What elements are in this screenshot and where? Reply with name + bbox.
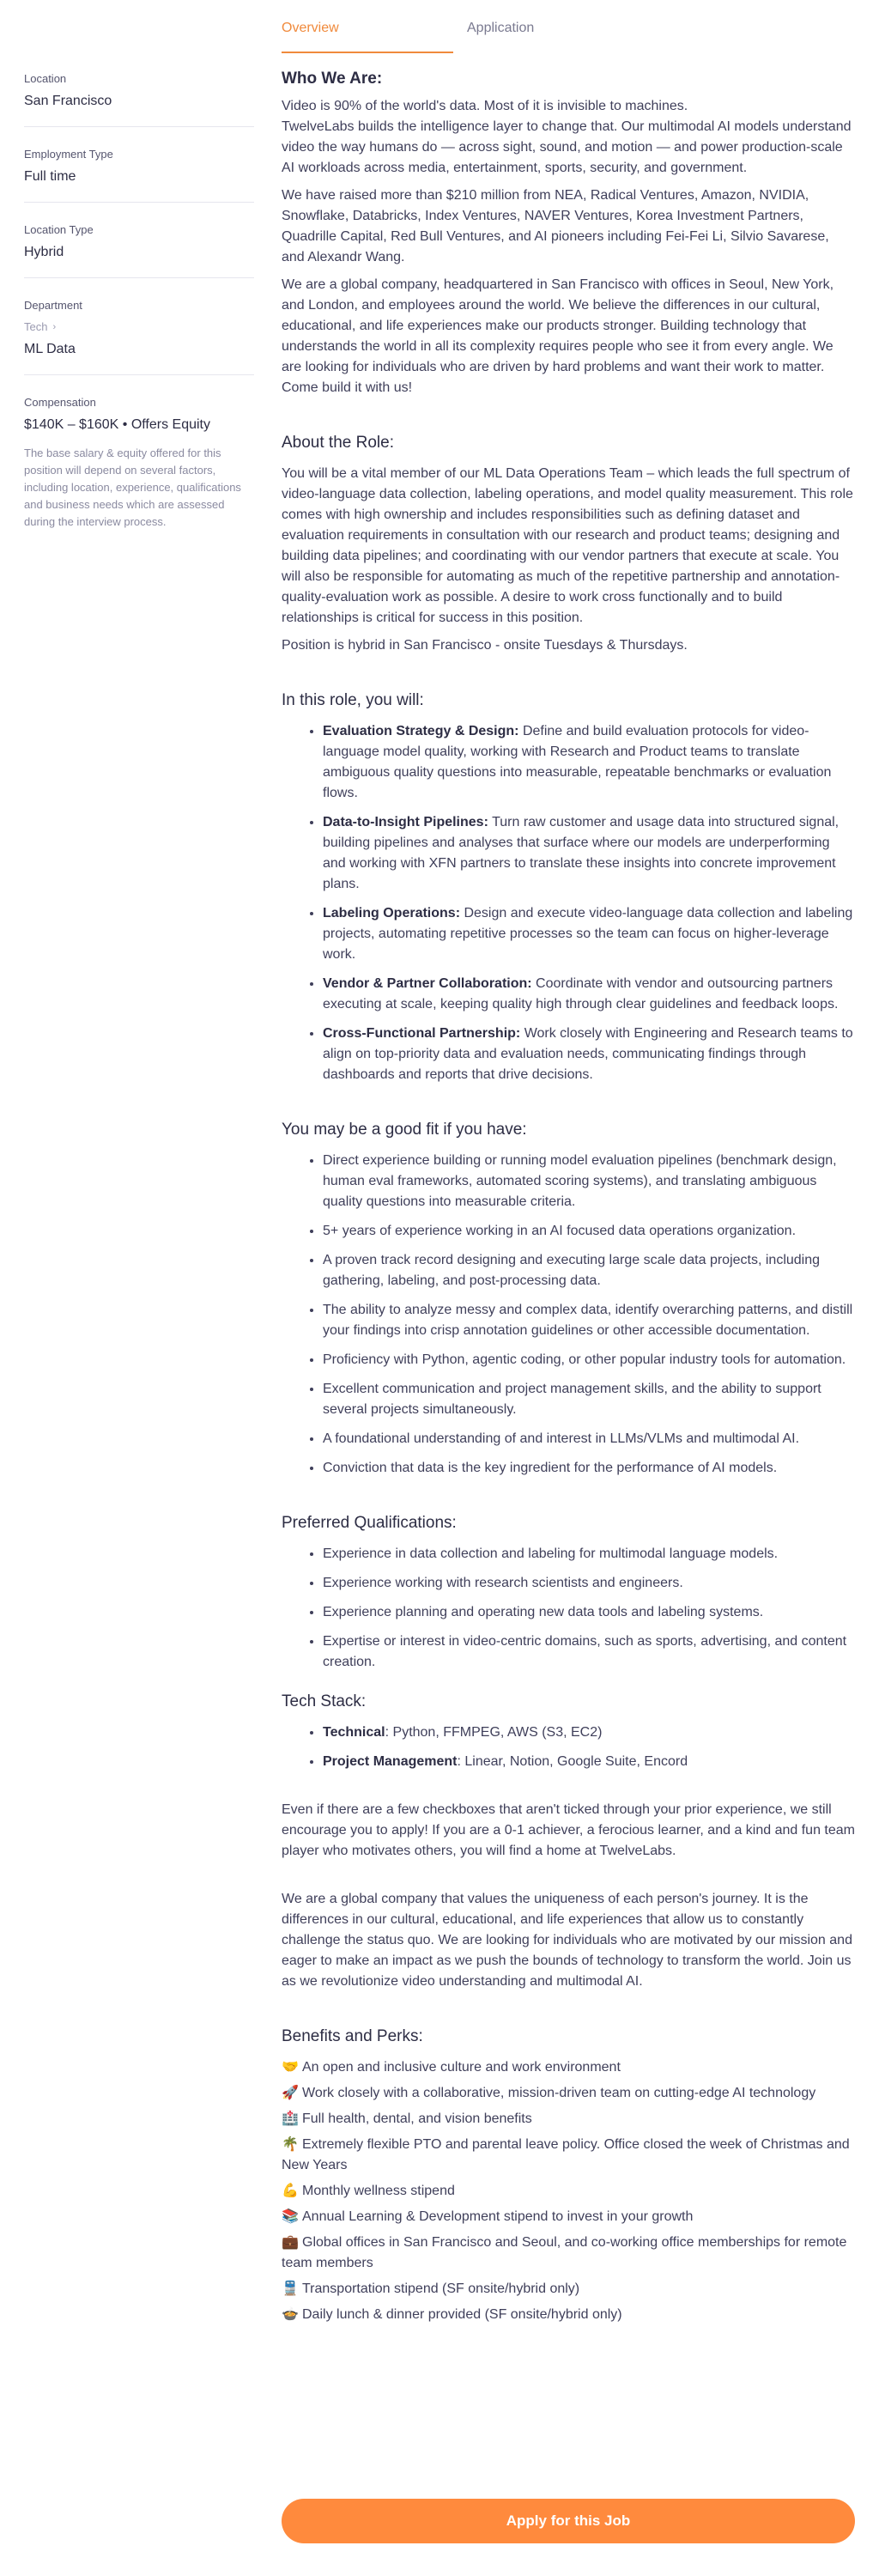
employment-type-section xyxy=(24,127,254,203)
list-item: • Project Management: Linear, Notion, Google Suite, Encord xyxy=(323,1752,855,1772)
compensation-note: The base salary & equity offered for this position will depend on several factors, including location, experience, qualifications and business needs which are assessed during the interview process. xyxy=(24,447,241,528)
compensation-value: $140K – $160K • Offers Equity xyxy=(24,417,210,432)
list-item: • Experience working with research scientists and engineers. xyxy=(323,1573,855,1594)
food-bowl-icon: 🍲 xyxy=(282,2307,299,2322)
compensation-section xyxy=(24,375,254,548)
palm-tree-icon: 🌴 xyxy=(282,2137,299,2152)
list-item: • Data-to-Insight Pipelines: Turn raw customer and usage data into structured signal, building pipelines and analyses that surface where our models are underperforming and working with XFN partners to translate these insights into concrete improvement plans. xyxy=(323,812,855,895)
list-item: • Excellent communication and project management skills, and the ability to support several projects simultaneously. xyxy=(323,1379,855,1420)
list-item: • The ability to analyze messy and complex data, identify overarching patterns, and distill your findings into crisp annotation guidelines or other accessible documentation. xyxy=(323,1300,855,1341)
tech-stack-list xyxy=(282,1722,855,1772)
list-item: • Cross-Functional Partnership: Work closely with Engineering and Research teams to align on top-priority data and evaluation needs, communicating findings through dashboards and reports that drive decisions. xyxy=(323,1024,855,1085)
department-label: Department xyxy=(24,299,82,312)
rocket-icon: 🚀 xyxy=(282,2086,299,2100)
department-section xyxy=(24,278,254,375)
list-item: 🚆 Transportation stipend (SF onsite/hybrid only) xyxy=(282,2279,855,2300)
in-this-role-heading: In this role, you will: xyxy=(282,691,424,709)
who-we-are-heading: Who We Are: xyxy=(282,70,383,88)
tab-bar xyxy=(282,17,855,53)
role-paragraph-1: You will be a vital member of our ML Data Operations Team – which leads the full spectrum of video-language data collection, labeling operations, and model quality measurement. This role comes with high ownership and includes responsibilities such as defining dataset and evaluation requirements in consultation with our research and product teams; designing and building data pipelines; and coordinating with our vendor partners that execute at scale. You will also be responsible for automating as much of the repetitive partnership and annotation-quality-evaluation work as possible. A desire to work cross functionally and to build relationships is critical for success in this position. xyxy=(282,466,853,625)
briefcase-icon: 💼 xyxy=(282,2235,299,2250)
list-item: • Experience in data collection and labeling for multimodal language models. xyxy=(323,1544,855,1564)
list-item: • Conviction that data is the key ingredient for the performance of AI models. xyxy=(323,1458,855,1479)
job-details-sidebar xyxy=(24,48,254,548)
list-item: 🤝 An open and inclusive culture and work environment xyxy=(282,2057,855,2078)
preferred-list xyxy=(282,1544,855,1673)
who-paragraph-1b: TwelveLabs builds the intelligence layer to change that. Our multimodal AI models understand video the way humans do — across sight, sound, and motion — and power production-scale AI workloads across media, entertainment, sports, security, and government. xyxy=(282,119,852,175)
list-item: • Technical: Python, FFMPEG, AWS (S3, EC2) xyxy=(323,1722,855,1743)
list-item: 💪 Monthly wellness stipend xyxy=(282,2181,855,2202)
who-paragraph-2: We have raised more than $210 million from NEA, Radical Ventures, Amazon, NVIDIA, Snowflake, Databricks, Index Ventures, NAVER Ventures, Korea Investment Partners, Quadrille Capital, Red Bull Ventures, and AI pioneers including Fei-Fei Li, Silvio Savarese, and Alexandr Wang. xyxy=(282,188,829,264)
location-type-value: Hybrid xyxy=(24,245,64,259)
list-item: • A proven track record designing and executing large scale data projects, including gathering, labeling, and post-processing data. xyxy=(323,1250,855,1291)
who-paragraph-1: Video is 90% of the world's data. Most of it is invisible to machines. xyxy=(282,99,688,113)
hospital-icon: 🏥 xyxy=(282,2111,299,2126)
tech-stack-heading: Tech Stack: xyxy=(282,1692,367,1710)
good-fit-heading: You may be a good fit if you have: xyxy=(282,1121,527,1139)
flexed-arm-icon: 💪 xyxy=(282,2184,299,2198)
department-parent: Tech xyxy=(24,320,48,333)
books-icon: 📚 xyxy=(282,2209,299,2224)
location-value: San Francisco xyxy=(24,94,112,108)
who-paragraph-3: We are a global company, headquartered in San Francisco with offices in Seoul, New York, and London, and employees around the world. We believe the differences in our cultural, educational, and life experiences make our products stronger. Building technology that understands the world in all its complexity requires people who see it from every angle. We are looking for individuals who are driven by hard problems and want their work to matter. Come build it with us! xyxy=(282,277,834,395)
employment-type-value: Full time xyxy=(24,169,76,184)
list-item: 🍲 Daily lunch & dinner provided (SF onsite/hybrid only) xyxy=(282,2305,855,2325)
preferred-qualifications-heading: Preferred Qualifications: xyxy=(282,1514,457,1532)
tab-overview[interactable]: Overview xyxy=(282,17,453,53)
list-item: 🚀 Work closely with a collaborative, mission-driven team on cutting-edge AI technology xyxy=(282,2083,855,2104)
closing-paragraph-2: We are a global company that values the uniqueness of each person's journey. It is the differences in our cultural, educational, and life experiences that allow us to constantly challenge the status quo. We are looking for individuals who are motivated by our mission and eager to make an impact as we push the bounds of technology to transform the world. Join us as we revolutionize video understanding and multimodal AI. xyxy=(282,1892,852,1989)
location-label: Location xyxy=(24,72,67,85)
list-item: 🏥 Full health, dental, and vision benefits xyxy=(282,2109,855,2129)
list-item: • Proficiency with Python, agentic coding, or other popular industry tools for automation. xyxy=(323,1350,855,1370)
role-paragraph-2: Position is hybrid in San Francisco - onsite Tuesdays & Thursdays. xyxy=(282,638,688,653)
list-item: • Direct experience building or running model evaluation pipelines (benchmark design, human eval frameworks, automated scoring systems), and translating ambiguous quality questions into measurable criteria. xyxy=(323,1151,855,1212)
compensation-label: Compensation xyxy=(24,396,96,409)
benefits-heading: Benefits and Perks: xyxy=(282,2027,423,2045)
list-item: • Experience planning and operating new data tools and labeling systems. xyxy=(323,1602,855,1623)
department-value: ML Data xyxy=(24,342,76,356)
location-section xyxy=(24,48,254,127)
employment-type-label: Employment Type xyxy=(24,148,113,161)
list-item: • A foundational understanding of and interest in LLMs/VLMs and multimodal AI. xyxy=(323,1429,855,1449)
tab-application[interactable]: Application xyxy=(467,21,535,35)
about-role-heading: About the Role: xyxy=(282,434,394,452)
list-item: 🌴 Extremely flexible PTO and parental leave policy. Office closed the week of Christmas and New Years xyxy=(282,2135,855,2176)
handshake-icon: 🤝 xyxy=(282,2060,299,2075)
train-icon: 🚆 xyxy=(282,2281,299,2296)
list-item: • Vendor & Partner Collaboration: Coordinate with vendor and outsourcing partners executing at scale, keeping quality high through clear guidelines and feedback loops. xyxy=(323,974,855,1015)
benefits-list xyxy=(282,2057,855,2325)
location-type-section xyxy=(24,203,254,278)
list-item: • Expertise or interest in video-centric domains, such as sports, advertising, and content creation. xyxy=(323,1631,855,1673)
list-item: 💼 Global offices in San Francisco and Seoul, and co-working office memberships for remote team members xyxy=(282,2233,855,2274)
list-item: • Evaluation Strategy & Design: Define and build evaluation protocols for video-language model quality, working with Research and Product teams to translate ambiguous quality questions into measurable, repeatable benchmarks or evaluation flows. xyxy=(323,721,855,804)
apply-button[interactable]: Apply for this Job xyxy=(282,2499,855,2543)
list-item: 📚 Annual Learning & Development stipend to invest in your growth xyxy=(282,2207,855,2227)
responsibilities-list xyxy=(282,721,855,1085)
list-item: • Labeling Operations: Design and execute video-language data collection and labeling projects, automating repetitive processes so the team can focus on higher-leverage work. xyxy=(323,903,855,965)
list-item: • 5+ years of experience working in an AI focused data operations organization. xyxy=(323,1221,855,1242)
qualifications-list xyxy=(282,1151,855,1479)
department-breadcrumb xyxy=(24,320,254,333)
chevron-right-icon: › xyxy=(52,321,57,332)
job-description xyxy=(282,69,855,2330)
closing-paragraph-1: Even if there are a few checkboxes that aren't ticked through your prior experience, we still encourage you to apply! If you are a 0-1 achiever, a ferocious learner, and a kind and fun team player who motivates others, you will find a home at TwelveLabs. xyxy=(282,1802,855,1858)
location-type-label: Location Type xyxy=(24,223,94,236)
